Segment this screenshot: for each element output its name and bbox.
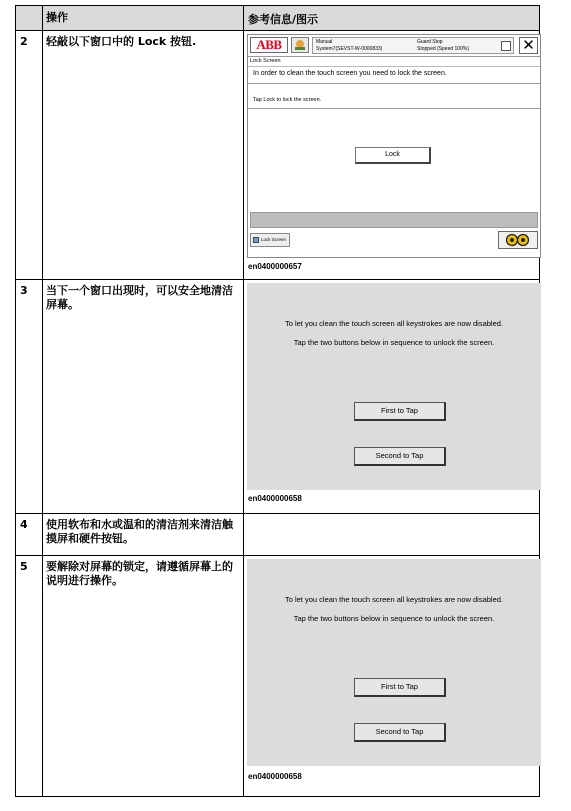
command-bar (250, 212, 538, 228)
header-action: 操作 (43, 6, 244, 30)
divider (248, 108, 540, 109)
step-number: 3 (16, 280, 43, 513)
figure-id: en0400000658 (248, 494, 302, 503)
table-row (16, 31, 540, 280)
status-speed: Stopped (Speed 100%) (417, 46, 469, 52)
divider (248, 83, 540, 84)
quickset-icon[interactable] (501, 41, 511, 51)
step-action: 当下一个窗口出现时，可以安全地清洁屏幕。 (43, 280, 244, 513)
disabled-message: To let you clean the touch screen all keystrokes are now disabled. (284, 319, 504, 328)
second-to-tap-button[interactable]: Second to Tap (354, 723, 446, 742)
instruction-text: In order to clean the touch screen you need to lock the screen. (253, 70, 447, 77)
header-reference: 参考信息/图示 (244, 6, 540, 30)
second-to-tap-button[interactable]: Second to Tap (354, 447, 446, 466)
lock-screen-icon (253, 237, 259, 243)
step-reference (244, 31, 540, 279)
figure-id: en0400000657 (248, 262, 302, 271)
step-action: 要解除对屏幕的锁定，请遵循屏幕上的说明进行操作。 (43, 556, 244, 796)
first-to-tap-button[interactable]: First to Tap (354, 402, 446, 421)
lock-screen-task-button[interactable]: Lock Screen (250, 233, 290, 247)
quickset-gear-button[interactable] (498, 231, 538, 249)
locked-screen-screenshot (247, 559, 541, 766)
flexpendant-status-bar (248, 35, 540, 57)
locked-screen-screenshot (247, 283, 541, 490)
step-action: 使用软布和水或温和的清洁剂来清洁触摸屏和硬件按钮。 (43, 514, 244, 555)
table-row (16, 280, 540, 514)
lock-button[interactable]: Lock (355, 147, 431, 164)
procedure-table (15, 5, 540, 797)
step-number: 5 (16, 556, 43, 796)
status-mode: Manual (316, 39, 333, 45)
abb-logo[interactable]: ABB (250, 37, 288, 53)
step-reference (244, 280, 540, 513)
header-step (16, 6, 43, 30)
disabled-message: To let you clean the touch screen all keystrokes are now disabled. (284, 595, 504, 604)
step-number: 4 (16, 514, 43, 555)
table-row (16, 514, 540, 556)
tap-message: Tap Lock to lock the screen. (253, 97, 322, 103)
unlock-instruction: Tap the two buttons below in sequence to unlock the screen. (293, 614, 495, 623)
step-reference (244, 556, 540, 796)
step-action: 轻敲以下窗口中的 Lock 按钮. (43, 31, 244, 279)
first-to-tap-button[interactable]: First to Tap (354, 678, 446, 697)
step-reference (244, 514, 540, 555)
table-header-row (16, 6, 540, 31)
table-row (16, 556, 540, 797)
gear-icon (499, 232, 537, 248)
figure-id: en0400000658 (248, 772, 302, 781)
status-state: Guard Stop (417, 39, 443, 45)
robot-icon[interactable] (291, 37, 309, 53)
lock-screen-tab-title: Lock Screen (250, 58, 281, 64)
status-panel[interactable] (312, 37, 514, 54)
flexpendant-screenshot (247, 34, 541, 258)
unlock-instruction: Tap the two buttons below in sequence to unlock the screen. (293, 338, 495, 347)
status-system: System7(SEVST-W-0000833) (316, 46, 383, 52)
step-number: 2 (16, 31, 43, 279)
close-button[interactable]: ✕ (519, 37, 538, 54)
divider (248, 66, 540, 67)
